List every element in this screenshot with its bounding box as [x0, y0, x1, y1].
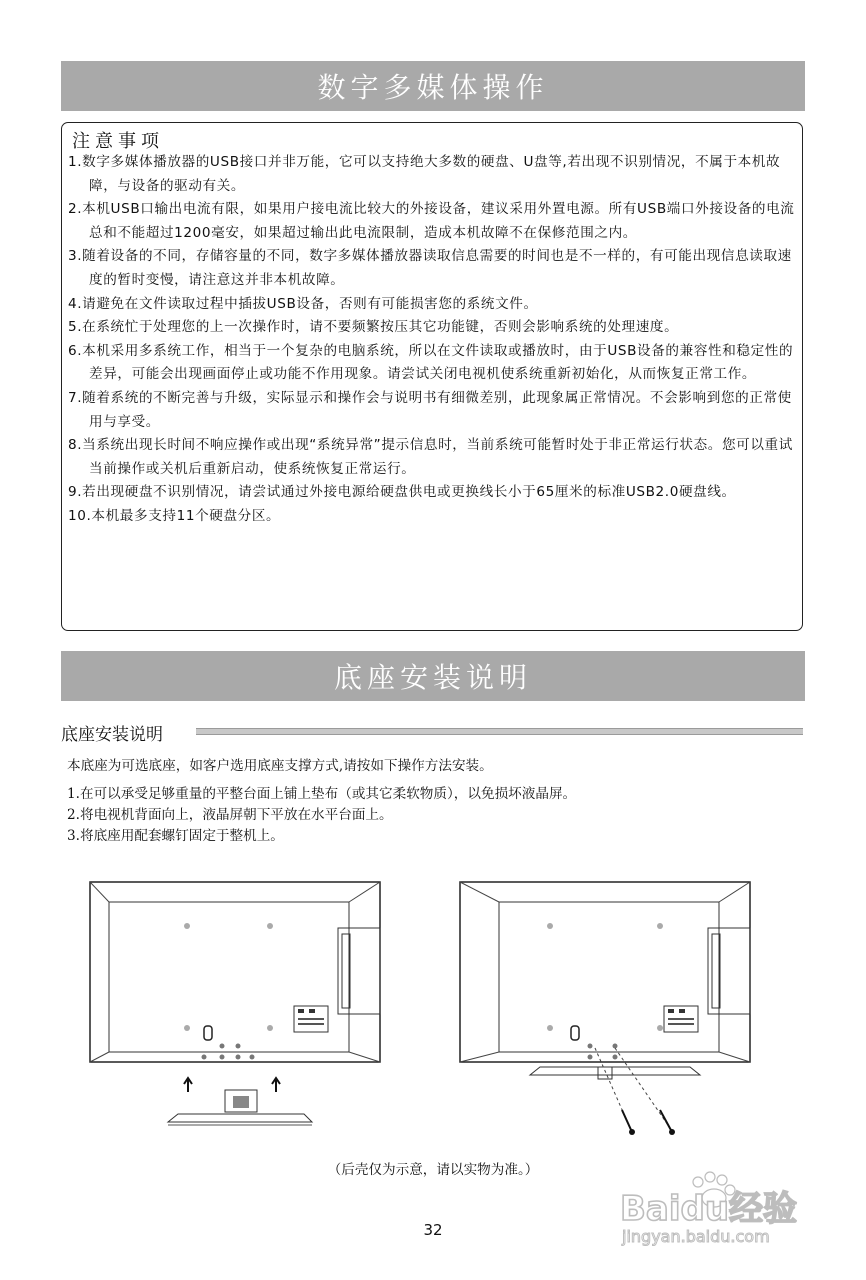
notice-item: 8.当系统出现长时间不响应操作或出现“系统异常”提示信息时，当前系统可能暂时处于非正常运行状态。您可以重试当前操作或关机后重新启动，使系统恢复正常运行。: [68, 437, 793, 477]
figure-caption: （后壳仅为示意，请以实物为准。）: [327, 1162, 539, 1178]
notice-item: 3.随着设备的不同，存储容量的不同，数字多媒体播放器读取信息需要的时间也是不一样的，有可能出现信息读取速度的暂时变慢，请注意这并非本机故障。: [68, 248, 792, 288]
watermark-url: jingyan.baidu.com: [622, 1227, 770, 1246]
notice-item: 6.本机采用多系统工作，相当于一个复杂的电脑系统，所以在文件读取或播放时，由于USB设备的兼容性和稳定性的差异，可能会出现画面停止或功能不作用现象。请尝试关闭电视机使系统重新初始化，从而恢复正常工作。: [68, 342, 794, 383]
notice-item: 4.请避免在文件读取过程中插拔USB设备，否则有可能损害您的系统文件。: [68, 295, 538, 312]
arrow-up-icon: [272, 1078, 280, 1092]
tv-back-figure-screws: [450, 870, 760, 1140]
stand-steps: [67, 784, 576, 847]
section-banner-multimedia: 数字多媒体操作: [61, 61, 805, 111]
tv-side-panel: [708, 928, 750, 1014]
screw-icon: [622, 1110, 635, 1135]
notice-item: 9.若出现硬盘不识别情况，请尝试通过外接电源给硬盘供电或更换线长小于65厘米的标准USB2.0硬盘线。: [68, 484, 736, 501]
stand-base: [530, 1067, 700, 1075]
arrow-up-icon: [184, 1078, 192, 1092]
step-item: 1.在可以承受足够重量的平整台面上铺上垫布（或其它柔软物质），以免损坏液晶屏。: [67, 786, 577, 802]
step-item: 2.将电视机背面向上，液晶屏朝下平放在水平台面上。: [67, 807, 393, 823]
watermark-brand: Baidu经验: [620, 1189, 798, 1229]
section-banner-stand: 底座安装说明: [61, 651, 805, 701]
screw-icon: [660, 1110, 675, 1135]
stand-subtitle: 底座安装说明: [61, 725, 163, 745]
tv-back-figure-stand: [80, 870, 390, 1140]
notice-item: 10.本机最多支持11个硬盘分区。: [68, 507, 281, 524]
tv-inner-panel: [499, 902, 719, 1052]
stand-intro: 本底座为可选底座，如客户选用底座支撑方式,请按如下操作方法安装。: [67, 758, 493, 774]
page-number: 32: [423, 1221, 443, 1239]
subtitle-rule: [196, 728, 803, 735]
notice-item: 1.数字多媒体播放器的USB接口并非万能，它可以支持绝大多数的硬盘、U盘等,若出现不识别情况，不属于本机故障，与设备的驱动有关。: [68, 154, 781, 194]
notice-box: [61, 122, 803, 631]
notice-item: 5.在系统忙于处理您的上一次操作时，请不要频繁按压其它功能键，否则会影响系统的处理速度。: [68, 319, 679, 336]
notice-title: 注意事项: [72, 131, 164, 152]
tv-outer-frame: [90, 882, 380, 1062]
tv-outer-frame: [460, 882, 750, 1062]
notice-item: 2.本机USB口输出电流有限，如果用户接电流比较大的外接设备，建议采用外置电源。所有USB端口外接设备的电流总和不能超过1200毫安，如果超过输出此电流限制，造成本机故障不在保修范围之内。: [68, 201, 795, 241]
tv-side-panel: [338, 928, 380, 1014]
step-item: 3.将底座用配套螺钉固定于整机上。: [67, 828, 284, 844]
notice-list: [68, 151, 798, 529]
tv-inner-panel: [109, 902, 349, 1052]
baidu-jingyan-watermark: [618, 1168, 818, 1248]
notice-item: 7.随着系统的不断完善与升级，实际显示和操作会与说明书有细微差别，此现象属正常情况。不会影响到您的正常使用与享受。: [68, 389, 792, 430]
stand-base: [168, 1114, 312, 1122]
